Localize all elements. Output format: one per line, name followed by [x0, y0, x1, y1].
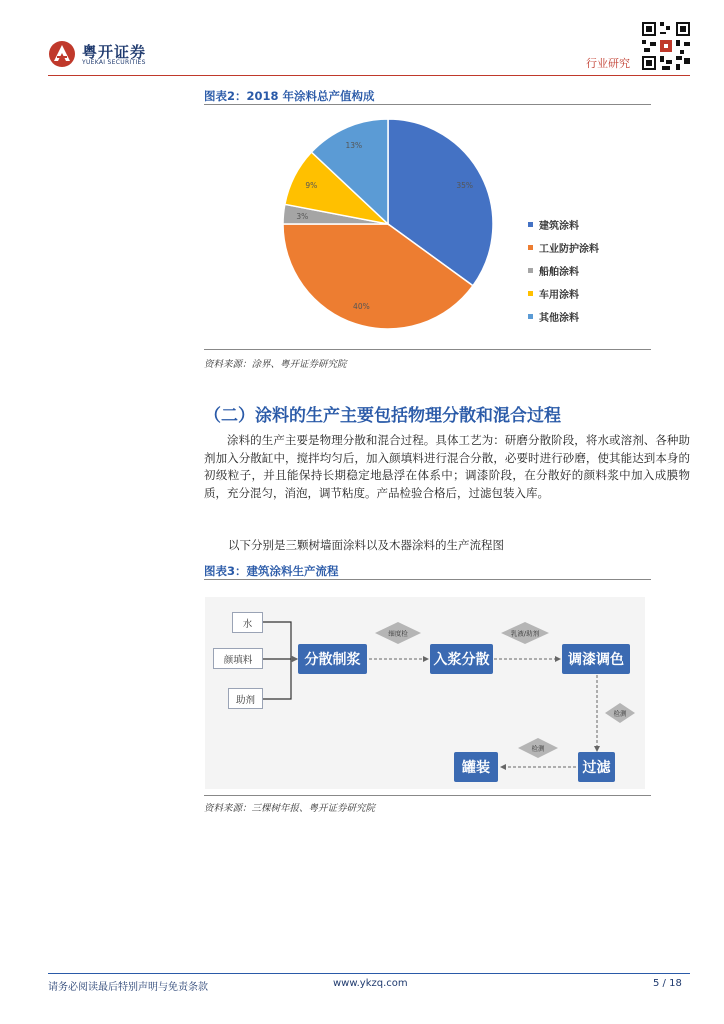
pie-label-automotive: 9% — [305, 180, 318, 190]
legend-item-architectural — [528, 213, 599, 236]
figure-3-caption: 图表3：建筑涂料生产流程 — [204, 564, 339, 578]
pie-label-architectural: 35% — [456, 180, 474, 190]
qr-code-icon — [640, 20, 692, 72]
step-tinting: 调漆调色 — [562, 644, 630, 674]
page-number: 5 / 18 — [653, 978, 682, 989]
figure-2-source: 资料来源：涂界、粤开证券研究院 — [204, 359, 347, 370]
legend-label: 工业防护涂料 — [539, 244, 599, 255]
legend-label: 船舶涂料 — [539, 267, 579, 278]
input-additive: 助剂 — [228, 688, 263, 709]
legend-item-automotive — [528, 282, 599, 305]
body-paragraph: 涂料的生产主要是物理分散和混合过程。具体工艺为：研磨分散阶段，将水或溶剂、各种助剂加入分散缸中，搅拌均匀后，加入颜填料进行混合分散，必要时进行砂磨，使其能达到本身的初级粒子，并且能保持长期稳定地悬浮在体系中；调漆阶段，在分散好的颜料浆中加入成膜物质，充分混匀，消泡，调节粘度。产品检验合格后，过滤包装入库。 — [204, 433, 690, 500]
step-filter: 过滤 — [578, 752, 615, 782]
step-dispersion: 分散制浆 — [298, 644, 367, 674]
figure-2-bottom-rule — [204, 349, 651, 350]
diamond-label: 细度检 — [388, 629, 408, 638]
diamond-label: 检测 — [531, 744, 545, 753]
figure-3-bottom-rule — [204, 795, 651, 796]
legend-swatch — [528, 222, 533, 227]
chart-legend — [528, 213, 599, 328]
footer-disclaimer: 请务必阅读最后特别声明与免责条款 — [48, 982, 208, 993]
report-type: 行业研究 — [586, 57, 630, 70]
legend-item-other — [528, 305, 599, 328]
brand-name-en: YUEKAI SECURITIES — [82, 59, 146, 66]
flowchart — [205, 597, 645, 789]
figure-3-top-rule — [204, 579, 651, 580]
figure-3-source: 资料来源：三棵树年报、粤开证券研究院 — [204, 803, 376, 814]
legend-swatch — [528, 268, 533, 273]
footer-website: www.ykzq.com — [333, 978, 408, 989]
legend-item-marine — [528, 259, 599, 282]
legend-swatch — [528, 245, 533, 250]
legend-swatch — [528, 314, 533, 319]
legend-label: 建筑涂料 — [539, 221, 579, 232]
logo-icon — [48, 40, 76, 68]
intro-paragraph: 以下分别是三颗树墙面涂料以及木器涂料的生产流程图 — [228, 538, 504, 552]
header-divider — [48, 75, 690, 76]
legend-label: 其他涂料 — [539, 313, 579, 324]
input-pigment: 颜填料 — [213, 648, 263, 669]
legend-swatch — [528, 291, 533, 296]
figure-2-top-rule — [204, 104, 651, 105]
footer-divider — [48, 973, 690, 974]
legend-item-industrial — [528, 236, 599, 259]
figure-2-caption: 图表2：2018 年涂料总产值构成 — [204, 89, 375, 103]
step-feed-dispersion: 入浆分散 — [430, 644, 493, 674]
pie-label-industrial: 40% — [353, 301, 370, 311]
legend-label: 车用涂料 — [539, 290, 579, 301]
step-canning: 罐装 — [454, 752, 498, 782]
section-title: （二）涂料的生产主要包括物理分散和混合过程 — [204, 406, 561, 426]
input-bracket — [263, 622, 291, 699]
pie-label-other: 13% — [345, 140, 363, 150]
diamond-label: 乳液/助剂 — [510, 629, 540, 638]
input-water: 水 — [232, 612, 263, 633]
brand-name: 粤开证券 — [82, 43, 147, 61]
pie-chart — [270, 110, 510, 340]
diamond-label: 检测 — [613, 709, 627, 718]
pie-label-marine: 3% — [296, 211, 309, 221]
